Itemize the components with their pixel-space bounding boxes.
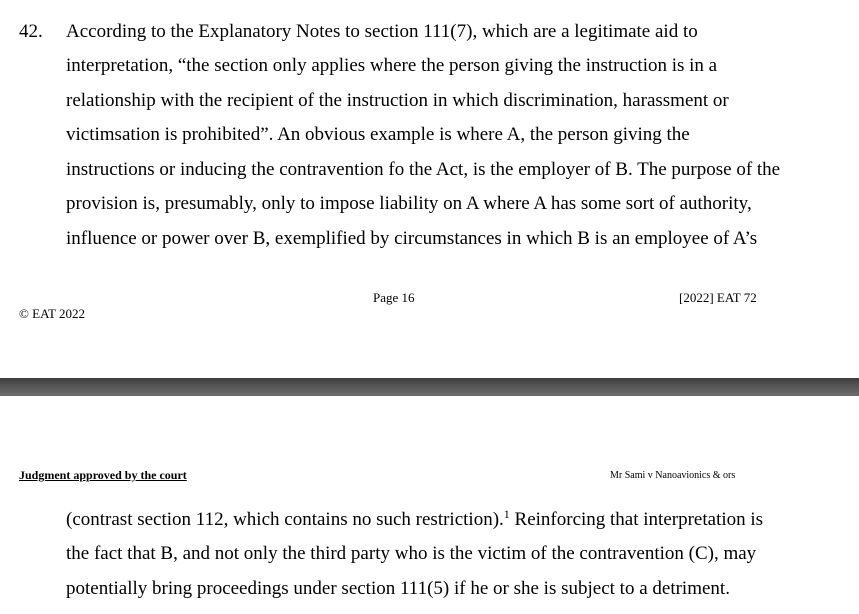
page-number: Page 16 bbox=[373, 290, 415, 305]
neutral-citation: [2022] EAT 72 bbox=[679, 290, 757, 305]
text-line: influence or power over B, exemplified by circumstances in which B is an employee of A’s bbox=[66, 228, 758, 249]
text-line: victimsation is prohibited”. An obvious example is where A, the person giving the bbox=[66, 124, 690, 145]
running-header-left: Judgment approved by the court bbox=[19, 468, 187, 482]
text-line: According to the Explanatory Notes to section 111(7), which are a legitimate aid to bbox=[66, 21, 698, 42]
copyright-notice: © EAT 2022 bbox=[19, 306, 85, 321]
line-text: (contrast section 112, which contains no such restriction). bbox=[66, 509, 504, 530]
text-line: interpretation, “the section only applies where the person giving the instruction is in a bbox=[66, 55, 718, 76]
paragraph-number: 42. bbox=[19, 21, 43, 42]
text-line: instructions or inducing the contravention fo the Act, is the employer of B. The purpose of the bbox=[66, 159, 781, 180]
text-line bbox=[66, 507, 763, 533]
footnote-reference[interactable]: 1 bbox=[503, 507, 510, 521]
text-line: potentially bring proceedings under section 111(5) if he or she is subject to a detriment. bbox=[66, 578, 730, 599]
line-text-continued: Reinforcing that interpretation is bbox=[509, 509, 764, 530]
page-separator bbox=[0, 378, 859, 396]
text-line: relationship with the recipient of the instruction in which discrimination, harassment or bbox=[66, 90, 729, 111]
running-header-right: Mr Sami v Nanoavionics & ors bbox=[610, 470, 736, 481]
text-line: the fact that B, and not only the third party who is the victim of the contravention (C), may bbox=[66, 543, 757, 564]
text-line: provision is, presumably, only to impose liability on A where A has some sort of authority, bbox=[66, 193, 752, 214]
